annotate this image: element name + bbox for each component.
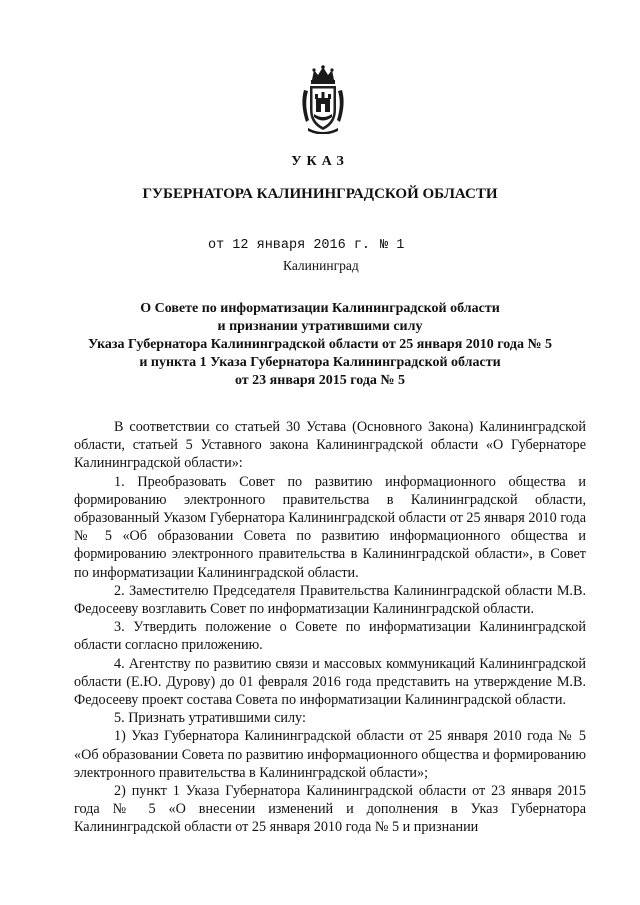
document-type: УКАЗ [291, 154, 349, 169]
clause-paragraph: 4. Агентству по развитию связи и массовых коммуникаций Калининградской области (Е.Ю. Дурову) до 01 февраля 2016 года представить на утверждение М.В. Федосееву проект состава Совета по информатизации Калининградской области. [74, 655, 586, 709]
date-number-line [208, 238, 404, 253]
title-line: О Совете по информатизации Калининградской области [140, 301, 500, 316]
document-date: от 12 января 2016 г. [208, 238, 371, 253]
subclause-paragraph: 1) Указ Губернатора Калининградской области от 25 января 2010 года № 5 «Об образовании Совета по развитию информационного общества и формированию электронного правительства в Калининградской области»; [74, 728, 586, 781]
subclause-paragraph: 2) пункт 1 Указа Губернатора Калининградской области от 23 января 2015 года № 5 «О внесении изменений и дополнения в Указ Губернатора Калининградской области от 25 января 2010 года № 5 и признании [74, 783, 586, 836]
title-line: Указа Губернатора Калининградской области от 25 января 2010 года № 5 [87, 337, 553, 352]
clause-paragraph: 3. Утвердить положение о Совете по информатизации Калининградской области согласно приложению. [74, 619, 586, 654]
coat-of-arms-icon [298, 64, 348, 134]
title-line: и пункта 1 Указа Губернатора Калининградской области [139, 355, 501, 370]
clause-paragraph: 5. Признать утратившими силу: [114, 710, 306, 727]
document-body [74, 418, 586, 837]
title-line: и признании утратившими силу [217, 319, 423, 334]
issuer-title: ГУБЕРНАТОРА КАЛИНИНГРАДСКОЙ ОБЛАСТИ [142, 186, 498, 202]
clause-paragraph: 1. Преобразовать Совет по развитию информационного общества и формированию электронного правительства в Калининградской области, образованный Указом Губернатора Калининградской области от 25 января 2010 года № 5 «Об образовании Совета по развитию информационного общества и формированию электронного правительства в Калининградской области», в Совет по информатизации Калининградской области. [74, 473, 586, 581]
document-city: Калининград [283, 258, 359, 273]
preamble-paragraph: В соответствии со статьей 30 Устава (Основного Закона) Калининградской области, статьей 5 Уставного закона Калининградской области «О Губернаторе Калининградской области»: [74, 419, 586, 472]
clause-paragraph: 2. Заместителю Председателя Правительства Калининградской области М.В. Федосееву возглавить Совет по информатизации Калининградской области. [74, 582, 586, 618]
title-line: от 23 января 2015 года № 5 [234, 373, 405, 388]
document-title [60, 300, 580, 390]
document-number: № 1 [380, 238, 405, 253]
